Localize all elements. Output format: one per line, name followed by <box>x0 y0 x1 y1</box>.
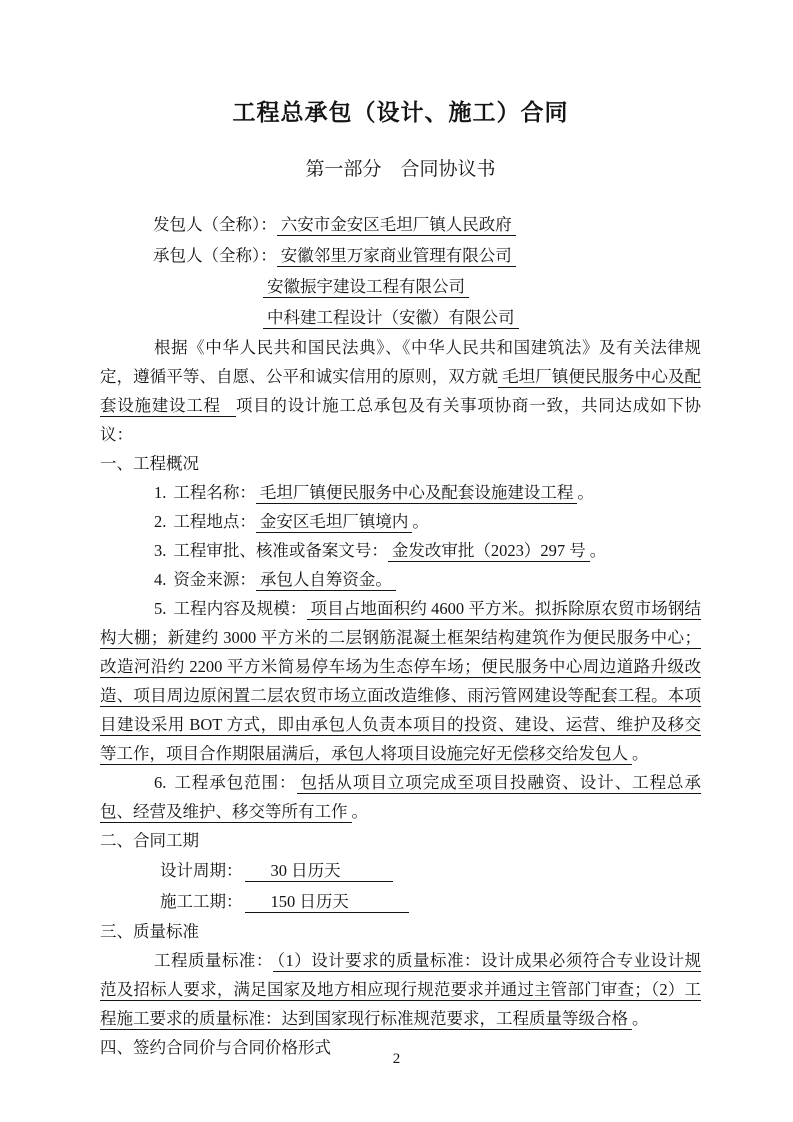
item-number: 6. <box>154 773 167 792</box>
item-number: 5. <box>154 599 167 618</box>
item-label: 工程内容及规模： <box>173 599 307 618</box>
design-period-value: 30 日历天 <box>245 857 393 882</box>
document-subtitle: 第一部分 合同协议书 <box>305 159 496 180</box>
overview-item-5 <box>100 594 701 768</box>
parties-block <box>100 209 701 333</box>
page-number: 2 <box>392 1051 401 1067</box>
item-label: 工程名称： <box>173 483 256 502</box>
item-suffix: 。 <box>589 541 607 560</box>
quality-paragraph <box>100 946 701 1033</box>
contractor-line-2 <box>100 271 701 302</box>
preamble-paragraph <box>100 333 701 449</box>
item-value: 毛坦厂镇便民服务中心及配套设施建设工程 <box>256 483 578 504</box>
item-suffix: 。 <box>351 802 368 821</box>
item-label: 工程承包范围： <box>173 773 297 792</box>
preamble-text-after: 项目的设计施工总承包及有关事项协商一致，共同达成如下协议： <box>100 396 702 444</box>
section-heading-price: 四、签约合同价与合同价格形式 <box>100 1038 331 1057</box>
section-heading-duration: 二、合同工期 <box>100 831 199 850</box>
overview-item-6 <box>100 768 701 826</box>
construction-period-row <box>100 886 701 917</box>
contractor-line-1 <box>100 240 701 271</box>
quality-value: （1）设计要求的质量标准：设计成果必须符合专业设计规范及招标人要求，满足国家及地方相应现行规范要求并通过主管部门审查；（2）工程施工要求的质量标准：达到国家现行标准规范要求，工程质量等级合格 <box>100 951 701 1028</box>
employer-line <box>100 209 701 240</box>
item-suffix: 。 <box>412 512 429 531</box>
item-number: 2. <box>154 512 167 531</box>
item-value: 金安区毛坦厂镇境内 <box>256 512 413 533</box>
design-period-label: 设计周期： <box>160 861 243 880</box>
overview-item-2 <box>100 507 701 536</box>
quality-label: 工程质量标准： <box>154 951 273 970</box>
section-heading-quality: 三、质量标准 <box>100 922 199 941</box>
item-value: 金发改审批（2023）297 号 <box>388 541 590 562</box>
section-heading-overview: 一、工程概况 <box>100 454 199 473</box>
overview-item-3 <box>100 536 701 565</box>
item-number: 3. <box>154 541 167 560</box>
item-label: 工程地点： <box>173 512 256 531</box>
item-suffix: 。 <box>632 744 649 763</box>
item-label: 资金来源： <box>173 570 256 589</box>
overview-item-4 <box>100 565 701 594</box>
item-value: 承包人自筹资金。 <box>256 570 396 591</box>
contractor-name-1: 安徽邻里万家商业管理有限公司 <box>277 246 516 267</box>
construction-period-label: 施工工期： <box>160 892 243 911</box>
design-period-row <box>100 855 701 886</box>
item-value: 包括从项目立项完成至项目投融资、设计、工程总承包、经营及维护、移交等所有工作 <box>100 773 702 821</box>
item-value: 项目占地面积约 4600 平方米。拟拆除原农贸市场钢结构大棚；新建约 3000 平方米的二层钢筋混凝土框架结构建筑作为便民服务中心；改造河沿约 2200 平方米简易停车场为生态停车场；便民服务中心周边道路升级改造、项目周边原闲置二层农贸市场立面改造维修、雨污管网建设等配套工程。本项目建设采用 BOT 方式，即由承包人负责本项目的投资、建设、运营、维护及移交等工作，项目合作期限届满后，承包人将项目设施完好无偿移交给发包人 <box>100 599 701 763</box>
employer-label: 发包人（全称）： <box>153 215 277 234</box>
contractor-label: 承包人（全称）： <box>153 246 277 265</box>
contractor-line-3 <box>100 302 701 333</box>
contractor-name-3: 中科建工程设计（安徽）有限公司 <box>263 308 519 329</box>
contractor-name-2: 安徽振宇建设工程有限公司 <box>263 277 469 298</box>
item-suffix: 。 <box>577 483 594 502</box>
document-title: 工程总承包（设计、施工）合同 <box>232 100 569 125</box>
employer-name: 六安市金安区毛坦厂镇人民政府 <box>277 215 516 236</box>
overview-item-1 <box>100 478 701 507</box>
item-number: 4. <box>154 570 167 589</box>
quality-suffix: 。 <box>632 1009 649 1028</box>
construction-period-value: 150 日历天 <box>245 888 409 913</box>
preamble-project-name: 毛坦厂镇便民服务中心及配套设施建设工程 <box>100 367 702 415</box>
item-number: 1. <box>154 483 167 502</box>
item-label: 工程审批、核准或备案文号： <box>173 541 388 560</box>
preamble-text-before: 根据《中华人民共和国民法典》、《中华人民共和国建筑法》及有关法律规定，遵循平等、自愿、公平和诚实信用的原则，双方就 <box>100 338 701 386</box>
